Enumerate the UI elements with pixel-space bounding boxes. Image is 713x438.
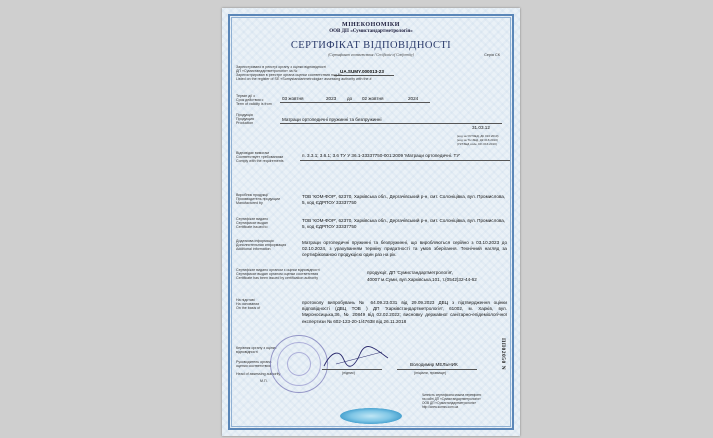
product-label: Продукція xyxy=(236,113,253,117)
requirements-value: п. 3.3.1; 3.6.1; 3.6 ТУ У 36.1-33337750-001:2009 'Матраци ортопедичні. ТУ' xyxy=(302,153,461,158)
head-label: Керівник органу з оцінки відповідності xyxy=(236,346,277,355)
requirements-label: Відповідає вимогам xyxy=(236,151,269,155)
product-code-note-3: (УКТЗЕД code, DK 016:2010) xyxy=(457,142,497,146)
hologram-emblem xyxy=(340,408,402,424)
validity-from-day: 03 жовтня xyxy=(282,96,304,101)
requirements-label-ru: Соответствует требованиям xyxy=(236,155,284,159)
producer-label-en: Manufactured by xyxy=(236,201,263,205)
additional-label-ru: Дополнительная информация xyxy=(236,243,287,247)
producer-label-ru: Производитель продукции xyxy=(236,197,280,201)
basis-label: На підставі xyxy=(236,298,255,302)
footer-line-4: http://www.sumss.com.ua xyxy=(422,405,459,409)
body-value-1: продукції, ДП 'Сумистандартметрологія', xyxy=(367,270,454,275)
validity-to-day: 02 жовтня xyxy=(362,96,384,101)
body-label-en: Certificate has been issued by certification authority xyxy=(236,276,319,280)
register-label-3: Зарегистрирован в реестре органа оценки соответствия под № xyxy=(236,73,342,77)
body-label: Сертифікат видано органом з оцінки відповідності xyxy=(236,268,320,272)
certificate-document xyxy=(222,8,520,436)
register-number: UA.SUMY.000013-23 xyxy=(340,69,384,74)
head-name: Володимир МЕЛЬНИК xyxy=(410,362,458,367)
official-seal xyxy=(270,335,328,393)
ministry-name: МІНЕКОНОМІКИ xyxy=(342,22,400,28)
series-label: Серія СК xyxy=(484,53,500,57)
basis-value: протоколу випробувань № 64.09.23.031 від 29.09.2023 ДВЦ з підтвердження оцінки відповідності (ДВЦ ТОВ ) ДП 'Харківстандартметрологія', 61002, м. Харків, вул. Мироносицька,36, № 20849 від 02.02.2022; висновку державної санітарно-епідеміологічної експертизи № 602-123-20-1/47638 від 26.11.2018 xyxy=(302,300,507,324)
signature-icon xyxy=(322,346,392,370)
producer-value: ТОВ 'КОМ-ФОР', 62370, Харківська обл., Дергачівський р-н, смт. Солоніцівка, вул. Промислова, 5, код ЄДРПОУ 33337750 xyxy=(302,194,506,206)
additional-label-en: Additional information xyxy=(236,247,271,251)
register-label-4: Listed on the register of SE «Sumystandartmetrologia» assessing authority with the # xyxy=(236,77,372,81)
footer-line-1: Чинність сертифіката можна перевірити xyxy=(422,393,482,397)
footer-line-2: на сайті ДП «Сумистандартметрологія» xyxy=(422,397,481,401)
certificate-subtitle: (Сертификат соответствия / Certificate of Conformity) xyxy=(328,53,414,57)
basis-label-en: On the basis of xyxy=(236,306,261,310)
register-label-1: Зареєстровано в реєстрі органу з оцінки відповідності xyxy=(236,65,327,69)
product-label-en: Production xyxy=(236,121,254,125)
signature-note: (підпис) xyxy=(342,371,355,375)
product-code: 31.03.12 xyxy=(472,125,490,130)
validity-label-ru: Срок действия с xyxy=(236,98,264,102)
validity-from-year: 2023 xyxy=(326,96,337,101)
additional-label: Додаткова інформація xyxy=(236,239,274,243)
product-code-note-1: (код за УКТЗЕД, ДК 016:2010) xyxy=(457,134,499,138)
issued-to-label: Сертифікат видано xyxy=(236,217,269,221)
head-name-note: (ініціали, прізвище) xyxy=(414,371,447,375)
producer-label: Виробник продукції xyxy=(236,193,269,197)
validity-label: Термін дії з xyxy=(236,94,255,98)
head-label-en: Head of assessing authority xyxy=(236,372,281,376)
blank-number: ПП02050 N xyxy=(500,338,506,371)
body-label-ru: Сертификат выдан органом оценки соответствия xyxy=(236,272,319,276)
validity-to-word: до xyxy=(347,96,353,101)
product-value: Матраци ортопедичні пружинні та безпружинні xyxy=(282,117,382,122)
additional-value: Матраци ортопедичні пружинні та безпружинні, що виробляються серійно з 03.10.2023 до 02.10.2024, з урахуванням терміну придатності та умов зберігання. Технічний нагляд за сертифікованою продукцією один раз на рік. xyxy=(302,240,507,258)
footer-line-3: ООВ ДП «Сумистандартметрологія» xyxy=(422,401,477,405)
issued-to-label-en: Certificate issued to xyxy=(236,225,268,229)
issued-to-value: ТОВ 'КОМ-ФОР', 62370, Харківська обл., Дергачівський р-н, смт. Солоніцівка, вул. Промислова, 5, код ЄДРПОУ 33337750 xyxy=(302,218,506,230)
stamp-note: М.П. xyxy=(260,379,268,383)
product-code-note-2: (код за ТН ЗЕД, ДК 016:2010) xyxy=(457,138,498,142)
register-label-2: ДП «Сумистандартметрологія» за № xyxy=(236,69,298,73)
certificate-title: СЕРТИФІКАТ ВІДПОВІДНОСТІ xyxy=(290,40,452,51)
body-value-2: 40007 м.Суми, вул.Харківська,101, т.(0542)32-44-62 xyxy=(367,277,477,282)
issued-to-label-ru: Сертификат выдан xyxy=(236,221,268,225)
requirements-label-en: Comply with the requirements xyxy=(236,159,284,163)
head-label-ru: Руководитель органа оценки соответствия xyxy=(236,360,272,369)
validity-to-year: 2024 xyxy=(408,96,419,101)
organization-name: ООВ ДП «Сумистандартметрологія» xyxy=(329,29,413,34)
basis-label-ru: На основании xyxy=(236,302,260,306)
validity-label-en: Term of validity is from xyxy=(236,102,272,106)
product-label-ru: Продукция xyxy=(236,117,254,121)
